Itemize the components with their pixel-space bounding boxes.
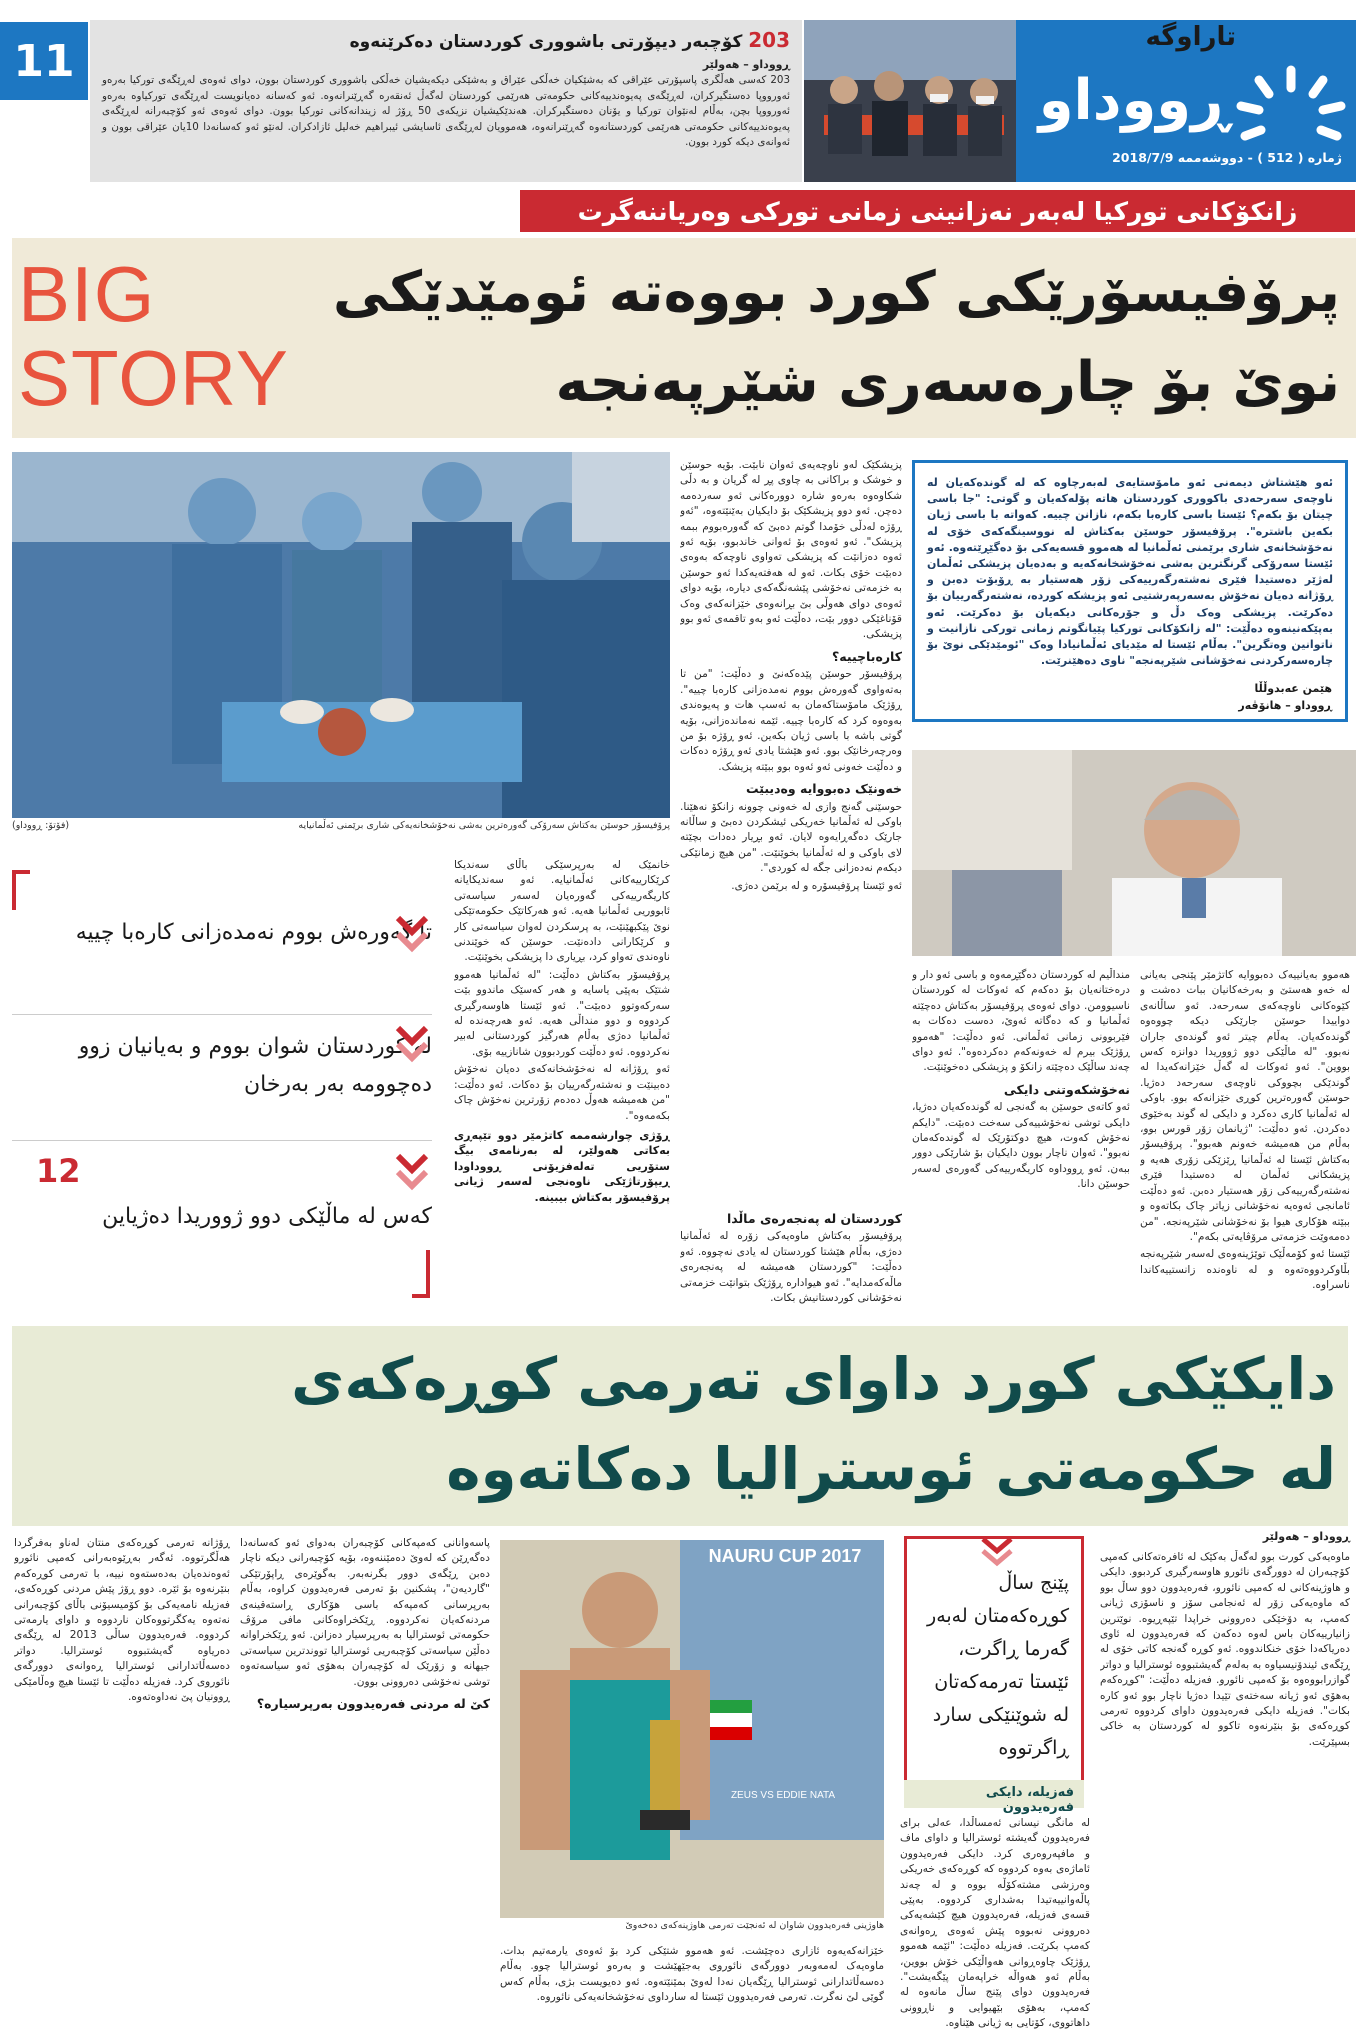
second-story-headline-line1: دایکێکی کورد داوای تەرمی کوڕەکەی xyxy=(291,1345,1336,1413)
chevron-down-icon xyxy=(392,1148,432,1198)
column-2-heading-2: کوردستان لە پەنجەرەی ماڵدا xyxy=(726,1211,902,1226)
column-3-paragraph-2: پرۆفیسۆر بەکتاش دەڵێت: "لە ئەڵمانیا هەموو شتێک بەپێی یاسایە و هەر کەسێک ماندوو بێت سەرکەوتوو دەبێت". ئەو ئێستا هاوسەرگیری کردووە و دوو منداڵی هەیە. ئەو هەرچەندە لە ئەڵمانیا دەژی بەڵام هەرگیز کوردستانی لەبیر نەکردووە. ئەو دەڵێت کوردبوون شانازییە بۆی. xyxy=(454,968,670,1058)
news-brief xyxy=(90,20,802,182)
sidebar-corner-bottom xyxy=(412,1294,430,1298)
header-photo-migrants xyxy=(804,20,1018,182)
issue-info: ژمارە ( 512 ) - دووشەممە 2018/7/9 xyxy=(1112,150,1342,165)
second-story-quote-author: فەزیلە، دایکی فەرەیدوون xyxy=(904,1780,1084,1808)
doctor-illustration xyxy=(912,750,1356,956)
brief-title-number: 203 xyxy=(748,28,790,52)
migrants-illustration xyxy=(804,20,1018,182)
intro-author-block xyxy=(912,680,1332,714)
main-headline-line2: نوێ بۆ چارەسەری شێرپەنجە xyxy=(555,350,1340,415)
second-story-byline: ڕووداو – هەولێر xyxy=(1262,1530,1350,1543)
second-story-column-2: لە مانگی نیسانی ئەمساڵدا، عەلی برای فەرەیدوون گەیشتە ئوسترالیا و داوای ماف و مافپەروەری کرد. دایکی فەرەیدوون ئاماژەی بەوە کردووە کە کوڕەکەی خەریکی وەرزشی مشتەکۆڵە بووە و لە چەند پاڵەوانییەتیدا بەشداری کردووە. بەپێی قسەی فەزیلە، فەرەیدوون هیچ کێشەیەکی دەروونی نەبووە پێش ئەوەی ڕەوانەی کەمپ بکرێت. فەزیلە دەڵێت: "ئێمە هەموو ڕۆژێک چاوەڕوانی هەواڵێکی خۆش بووین، بەڵام ئەو هەواڵە خراپەمان پێگەیشت". فەرەیدوون دوای پێنج ساڵ مانەوە لە کەمپ، بەهۆی بێهیوایی و ناڕوونی داهاتووی، کۆتایی بە ژیانی هێناوە. xyxy=(900,1817,1090,2030)
article-column-1 xyxy=(680,458,902,1278)
column-2-paragraph-2: ئەو کاتەی حوسێن بە گەنجی لە گوندەکەیان دەژیا، دایکی توشی نەخۆشییەکی سەخت دەبێت. "دایکم نەخۆش کەوت، هیچ دوکتۆرێک لە گوندەکەمان نەبوو". ئەوان ناچار بوون دایکیان بۆ شارێکی دوور ببەن. ئەو ڕووداوە کاریگەرییەکی گەورەی لەسەر حوسێن دانا. xyxy=(912,1101,1130,1191)
brief-title-text: کۆچبەر دیپۆرتی باشووری کوردستان دەکرێنەوە xyxy=(349,32,743,52)
surgery-photo xyxy=(12,452,670,818)
second-story-column-3: خێزانەکەیەوە ئازاری دەچێشت. ئەو هەموو شتێکی کرد بۆ ئەوەی یارمەتیم بدات. ماوەیەک لەمەوبەر دوورگەی نائوروی بەجێهێشت و بەرەو ئوسترالیا چوو. بەڵام دەسەڵاتدارانی ئوسترالیا ڕێگەیان نەدا لەوێ بمێنێتەوە. ئەو دەیویست بژی، بەڵام کەس گوێی لێ نەگرت. تەرمی فەرەیدوون ئێستا لە سارداوی نەخۆشخانەیەکی نائوروە. xyxy=(500,1945,884,2004)
big-story-label xyxy=(18,252,308,420)
surgery-illustration xyxy=(12,452,670,818)
sidebar-divider-2 xyxy=(12,1140,432,1141)
masthead xyxy=(1016,20,1356,182)
section-name: تاراوگە xyxy=(1145,22,1236,52)
page-number: 11 xyxy=(0,22,88,100)
column-1-heading-2: خەونێک دەبووایە وەدیبێت xyxy=(745,781,902,797)
column-3-paragraph-3: ئەو ڕۆژانە لە نەخۆشخانەکەی دەیان نەخۆش دەبینێت و نەشتەرگەرییان بۆ دەکات. ئەو دەڵێت: "من هەمیشە هەوڵ دەدەم زۆرترین نەخۆش چاک بکەمەوە". xyxy=(454,1063,670,1122)
chevron-down-icon xyxy=(977,1537,1017,1567)
article-column-4 xyxy=(1140,968,1350,1303)
second-story-quote: پێنج ساڵ کوڕەکەمتان لەبەر گەرما ڕاگرت، ئێستا تەرمەکەتان لە شوێنێکی سارد ڕاگرتووە xyxy=(927,1572,1069,1759)
second-story-headline xyxy=(120,1334,1336,1514)
sidebar-corner-bottom-vertical xyxy=(426,1250,430,1298)
athlete-poster-text: ZEUS VS EDDIE NATA xyxy=(730,1790,836,1801)
intro-author: هێمن عەبدوڵڵا xyxy=(1254,682,1332,695)
main-headline xyxy=(300,248,1340,428)
second-story-headline-line2: لە حکومەتی ئوسترالیا دەکاتەوە xyxy=(446,1435,1336,1503)
column-1-paragraph-1: پزیشکێک لەو ناوچەیەی ئەوان نابێت. بۆیە حوسێن و خوشک و براکانی بە چاوی پڕ لە گریان و بە دڵی شکاوەوە بەرەو شارە دوورەکانی ئەو سەردەمە دەچن. ئەو دوو پزیشکێک بۆ دایکیان بەێنێتەوە، "ئەو ڕۆژە لەدڵی خۆمدا گوتم دەبێ کە گەورەبووم ببمە پزیشک". ئەو ئەوەی بۆ ئەوانی خاندبوو، بۆیە ئەو ئەوە دەزانێت کە پزیشکی تەواوی ناوچەکە بەوەی دەبێت خۆی بکات. ئەو لە هەفتەیەکدا ئەو حوسێن بە خزمەتی نەخۆشی پێشەنگەکەی دیارە، بۆیە دوای ئەوەی دوای هەوڵی بێ بڕانەوەی خێزانەکەی وەک قۆناغێکی دوور بێت، دەڵێت ئەو بەو تاقمەی ئەو بوو پزیشکی. xyxy=(680,459,902,641)
sidebar-teaser-1: تا گەورەش بووم نەمدەزانی کارەبا چییە xyxy=(75,920,432,945)
sidebar-teaser-2: لە کوردستان شوان بووم و بەیانیان زوو دەچوومە بەر بەرخان xyxy=(78,1034,432,1097)
brand-logo-icon xyxy=(1231,60,1351,160)
chevron-down-icon xyxy=(392,910,432,960)
second-story-column-5: ڕۆژانە تەرمی کوڕەکەی منتان لەناو بەفرگردا هەڵگرتووە. ئەگەر بەڕێوەبەرانی کەمپی نائورو ئەوەندەیان بەدەستەوە نییە، با تەرمی کوڕەکەم بنێرنەوە بۆ ئێرە. دوو ڕۆژ پێش مردنی کوڕەکەی، فەزیلە نامەیەکی بۆ کۆمیسیۆنی باڵای کۆچبەرانی نەتەوە یەکگرتووەکان ناردووە و داوای یارمەتی کردووە. فەرەیدوون ساڵی 2013 لە ڕێگەی دەریاوە گەیشتبووە ئوسترالیا. دواتر دەسەڵاتدارانی ئوسترالیا ڕەوانەی دوورگەی نائوروی کرد. فەزیلە دەڵێت تا ئێستا هیچ وەڵامێکی ڕوونیان پێ نەداوەتەوە. xyxy=(14,1537,230,1704)
athlete-poster-title: NAURU CUP 2017 xyxy=(708,1546,862,1566)
main-headline-line1: پرۆفیسۆرێکی کورد بووەتە ئومێدێکی xyxy=(332,260,1340,325)
surgery-caption: پرۆفیسۆر حوسێن بەکتاش سەرۆکی گەورەترین بەشی نەخۆشخانەیەکی شاری برێمنی ئەڵمانیایە xyxy=(298,820,670,831)
intro-text: ئەو هێشتاش دیمەنی ئەو مامۆستایەی لەبەرچاوە کە لە گوندەکەیان لە ناوچەی سەرحەدی باکووری کوردستان هاتە پۆلەکەیان و گوتی: "جا باسی چیتان بۆ بکەم؟ ئێستا باسی کارەبا بکەم، نازانن چییە. کەواتە با باسی ژیان بکەین باشترە". پرۆفیسۆر حوسێن بەکتاش لە نووسینگەکەی خۆی لە نەخۆشخانەی شاری برێمنی ئەڵمانیا لە هەموو قسەیەکی بۆ دەگێڕێتەوە. ئەو ئێستا سەرۆکی گرنگترین بەشی نەخۆشخانەکەیە و بەدەیان پزیشکی ئەڵمان لەژێر دەستیدا فێری نەشتەرگەرییەکی زۆر هەستیار بە ڕۆبۆت دەبن و ڕۆژانە دەیان نەخۆش بەسەرپەرشتیی ئەو پزیشکە کوردە، نەشتەرگەرییان بۆ دەکرێت. پزیشکی وەک دڵ و جۆرەکانی دیکەیان بۆ دەکرێت. ئەو بەپێکەنینەوە دەڵێت: "لە زانکۆکانی تورکیا پێیانگوتم زمانی تورکی نازانیت و ناتوانین وەتگرین". بەڵام ئێستا لە مێدیای ئەڵمانیادا وەک "ئومێدێکی نوێ بۆ چارەسەرکردنی نەخۆشانی شێرپەنجە" ناوی دەهێنرێت. xyxy=(927,476,1333,668)
second-story-column-4-intro: پاسەوانانی کەمپەکانی کۆچبەران بەدوای ئەو کەسانەدا دەگەڕێن کە لەوێ دەمێننەوە، بۆیە کۆچبەرانی دیکە ناچار دەبن ڕێگەی دوور بگرنەبەر. بەگوێرەی ڕاپۆرتێکی "گاردیەن"، پشکنین بۆ تەرمی فەرەیدوون کراوە، بەڵام بەرپرسانی کەمپەکە باسی هۆکاری ڕاستەقینەی مردنەکەیان نەکردووە. ڕێکخراوەکانی مافی مرۆڤ حکومەتی ئوسترالیا بە بەرپرسیار دەزانن. ئەو ڕێکخراوانە دەڵێن سیاسەتی کۆچبەریی ئوسترالیا تووندترین سیاسەتی جیهانە و زۆرێک لە کۆچبەران بەهۆی ئەو سیاسەتەوە توشی نەخۆشی دەروونی بوون. xyxy=(240,1537,490,1688)
sidebar-teaser-3: کەس لە ماڵێکی دوو ژووریدا دەژیاین xyxy=(102,1204,432,1229)
intro-author-place: ڕووداو – هانۆڤەر xyxy=(1238,699,1332,712)
athlete-photo xyxy=(500,1540,884,1918)
brief-byline: ڕووداو – هەولێر xyxy=(702,58,790,71)
big-story-label-line2: STORY xyxy=(18,334,289,422)
article-column-1-continued xyxy=(680,1205,902,1305)
column-3-paragraph-1: خانمێک لە بەرپرسێکی باڵای سەندیکا کرێکارییەکانی ئەڵمانیایە. ئەو سەندیکایانە کاریگەرییەکی گەورەیان لەسەر سیاسەتی ئابووریی ئەڵمانیا هەیە. ئەو هەرکاتێک حکومەتێکی نوێ پێکبهێنێت، بە پرسکردن لەوان سیاسەتی کار و کرێکارانی دادەنێت. حوسێن کە خوێندنی ناوەندی تەواو کرد، بڕیاری دا پزیشکی بخوێنێت. xyxy=(454,859,670,964)
brief-text: 203 کەسی هەڵگری پاسپۆرتی عێراقی کە بەشێکیان خەڵکی عێراق و بەشێکی دیکەیشیان خەڵکی باشووری کوردستان بوون، دوای ئەوەی لەڕێگەی تورکیا بەرەو ئەورووپا دەستگیرکران، لەڕێگەی پەیوەندییەکانی حکومەتی هەرێمی کوردستان لەگەڵ ئەنقەرە گەڕێنرانەوە. ئەو کەسانە دەیانویست لەڕێگەی تورکیاوە بەرەو ئەورووپا بچن، بەڵام لەنێوان تورکیا و یۆنان دەستگیرکران. هەندێکیشیان نزیکەی 50 ڕۆژ لە زیندانەکانی تورکیا بوون. دوای ئەوەی ئەو کۆچبەرانە لەڕێگەی پەیوەندییەکانی حکومەتی هەرێمی کوردستانەوە گەڕێنرانەوە، هەموویان لەڕێگەی ئاسایشی ئیبراهیم خەلیل ئازادکران. لەنێو ئەو کەسانەدا 10یان عێراقی بوون و ئەوانەی دیکە کورد بوون. xyxy=(102,74,791,148)
column-2-paragraph-3: پرۆفیسۆر بەکتاش ماوەیەکی زۆرە لە ئەڵمانیا دەژی، بەڵام هێشتا کوردستان لە یادی نەچووە. ئەو دەڵێت: "کوردستان هەمیشە لە پەنجەرەی ماڵەکەمدایە". ئەو هیوادارە ڕۆژێک بتوانێت خزمەتی نەخۆشانی کوردستانیش بکات. xyxy=(680,1230,902,1305)
column-2-paragraph-1: منداڵیم لە کوردستان دەگێڕمەوە و باسی ئەو دار و درەختانەیان بۆ دەکەم کە ئەوکات لە کوردستان ناسیوومن. دوای ئەوەی پرۆفیسۆر بەکتاش دەچێتە ئەڵمانیا و کە دەگاتە ئەوێ، دەست دەکات بە فێربوونی زمانی ئەڵمانی. ئەو دەڵێت: "هەموو ڕۆژێک بیرم لە خەونەکەم دەکردەوە". ئەو دوای چەند ساڵێک دەچێتە زانکۆ و پزیشکی دەخوێنێت. xyxy=(912,969,1130,1074)
sidebar-divider-1 xyxy=(12,1014,432,1015)
second-story-column-4-heading: کێ لە مردنی فەرەیدوون بەرپرسیارە؟ xyxy=(256,1696,490,1712)
column-4-paragraph-1: هەموو بەیانییەک دەبووایە کاتژمێر پێنجی بەیانی لە خەو هەستێ و بەرخەکانیان ببات دەشت و کێوەکانی ناوچەکەی سەرحەد. ئەو ساڵانەی دواییدا حوسێن جارێکی دیکە چووەوە گوندەکەیان. بەڵام چیتر ئەو گوندەی جاران نەبوو. "لە ماڵێکی دوو ژووریدا دوانزە کەس بووین". ئەو ئەوکات لە گەڵ خێزانەکەیدا لە گوندێکی بچووکی ناوچەی سەرحەد دەژیا. حوسێن گەورەترین کوڕی خێزانەکە بوو. باوکی لە ئەڵمانیا کاری دەکرد و دایکی لە گوند بەخێوی دەکردن. ئەو دەڵێت: "ژیانمان زۆر قورس بوو، بەڵام من هەمیشە خەونم هەبوو". پرۆفیسۆر بەکتاش ئێستا لە ئەڵمانیا ڕێزێکی زۆری هەیە و پزیشکانی ئەڵمان لە دەستیدا فێری نەشتەرگەرییەکی زۆر هەستیار دەبن. ئەو دەڵێت ئامانجی ئەوەیە نەخۆشانی زیاتر چاک بکاتەوە و ببێتە هۆکاری هیوا بۆ نەخۆشانی شێرپەنجە. "من دەمەوێت خزمەتی مرۆڤایەتی بکەم". xyxy=(1140,969,1350,1243)
brand-name: ڕووداو xyxy=(1038,68,1230,133)
column-3-tv-note: ڕۆژی چوارشەممە کاتژمێر دوو تێپەڕی بەکاتی هەولێر، لە بەرنامەی بیگ ستۆریی تەلەفزیۆنی ڕووداودا ڕیپۆرتاژێکی ناوەنجی لەسەر ژیانی پرۆفیسۆر بەکتاش بیبینە. xyxy=(454,1128,670,1204)
column-1-paragraph-3: حوسێنی گەنج وازی لە خەونی چوونە زانکۆ نەهێنا. باوکی لە ئەڵمانیا خەریکی ئیشکردن دەبێ و ساڵانە جارێک دەگەڕایەوە لایان. ئەو بڕیار دەدات بچێتە لای باوکی و لە ئەڵمانیا بخوێنێت. "من هیچ زمانێکی دیکەم نەدەزانی جگە لە کوردی". xyxy=(680,800,902,875)
second-story-column-1: ماوەیەکی کورت بوو لەگەڵ بەکێک لە ئافرەتەکانی کەمپی کۆچبەران لە دوورگەی نائورو هاوسەرگیری کردبوو. دایکی و هاوژینەکانی لە کەمپی نائورو، فەرەیدوون دوو ساڵ بوو کە ماوەیەکی زۆر لە ئەنجامی سۆز و ناسۆزی ژیانی کەمپ، بە دۆخێکی دەروونی خراپدا تێپەڕیوە. نوێترین زانیارییەکان باس لەوە دەکەن کە فەرەیدوون لە ئاوی دەریاکەدا خۆی خنکاندووە. ئەو کوڕە گەنجە کاتی خۆی لە ڕێگەی ئیندۆنیسیاوە بە بەلەم گەیشتبووە ئوسترالیا و دواتر گوازرابووەوە بۆ کەمپی نائورو. فەزیلە دەڵێت: "کوڕەکەم بەهۆی ئەو ژیانە سەختەی تێیدا دەژیا ناچار بوو ئەو کارە بکات". فەزیلە دایکی فەرەیدوون داوای کردووە تەرمی کوڕەکەی بۆ بنێرنەوە تاکوو لە کوردستان بە خاکی بسپێرێت. xyxy=(1100,1551,1350,1748)
sidebar-corner-top-vertical xyxy=(12,870,16,910)
column-2-heading-1: نەخۆشکەوتنی دایکی xyxy=(1003,1081,1130,1097)
surgery-caption-bar xyxy=(12,820,670,831)
doctor-portrait-photo xyxy=(912,750,1356,956)
sidebar-teaser-3-number: 12 xyxy=(36,1152,81,1190)
second-story-quote-box xyxy=(904,1536,1084,1798)
story-kicker-ribbon: زانکۆکانی تورکیا لەبەر نەزانینی زمانی تورکی وەریاننەگرت xyxy=(520,190,1355,232)
pull-quote-sidebar xyxy=(12,870,438,1300)
column-1-paragraph-2: پرۆفیسۆر حوسێن پێدەکەنێ و دەڵێت: "من تا بەتەواوی گەورەش بووم نەمدەزانی کارەبا چییە". ڕۆژێک مامۆستاکەمان بە ئەسپ هات و پەیوەندی بەوەوە کرد کە کارەبا چییە. ئێمە نەماندەزانی، بۆیە گوتی باشە با باسی ژیان بکەین. ئەو ڕۆژە بۆ من وەرچەرخانێک بوو. ئەو هێشتا یادی ئەو ڕۆژە دەکات و دەڵێت خەونی ئەو ئەوە بوو ببێتە پزیشک. xyxy=(680,668,902,773)
column-1-heading-1: کارەباچییە؟ xyxy=(832,648,902,664)
big-story-label-line1: BIG xyxy=(18,250,156,338)
article-column-3 xyxy=(454,858,670,1306)
article-column-2 xyxy=(912,968,1130,1303)
column-1-paragraph-4: ئەو ئێستا پرۆفیسۆرە و لە برێمن دەژی. xyxy=(731,879,902,892)
column-4-paragraph-2: ئێستا ئەو کۆمەڵێک توێژینەوەی لەسەر شێرپەنجە بڵاوکردووەتەوە و لە ناوەندە زانستییەکاندا ناسراوە. xyxy=(1140,1248,1350,1292)
second-story-column-4 xyxy=(240,1536,490,2034)
athlete-caption: هاوژینی فەرەیدوون شاوان لە ئەنجێت تەرمی هاوژینەکەی دەخەوێ xyxy=(625,1920,884,1931)
brief-title xyxy=(102,28,790,52)
athlete-illustration xyxy=(500,1540,884,1918)
chevron-down-icon xyxy=(392,1020,432,1070)
surgery-credit: (فۆتۆ: ڕووداو) xyxy=(12,820,70,831)
